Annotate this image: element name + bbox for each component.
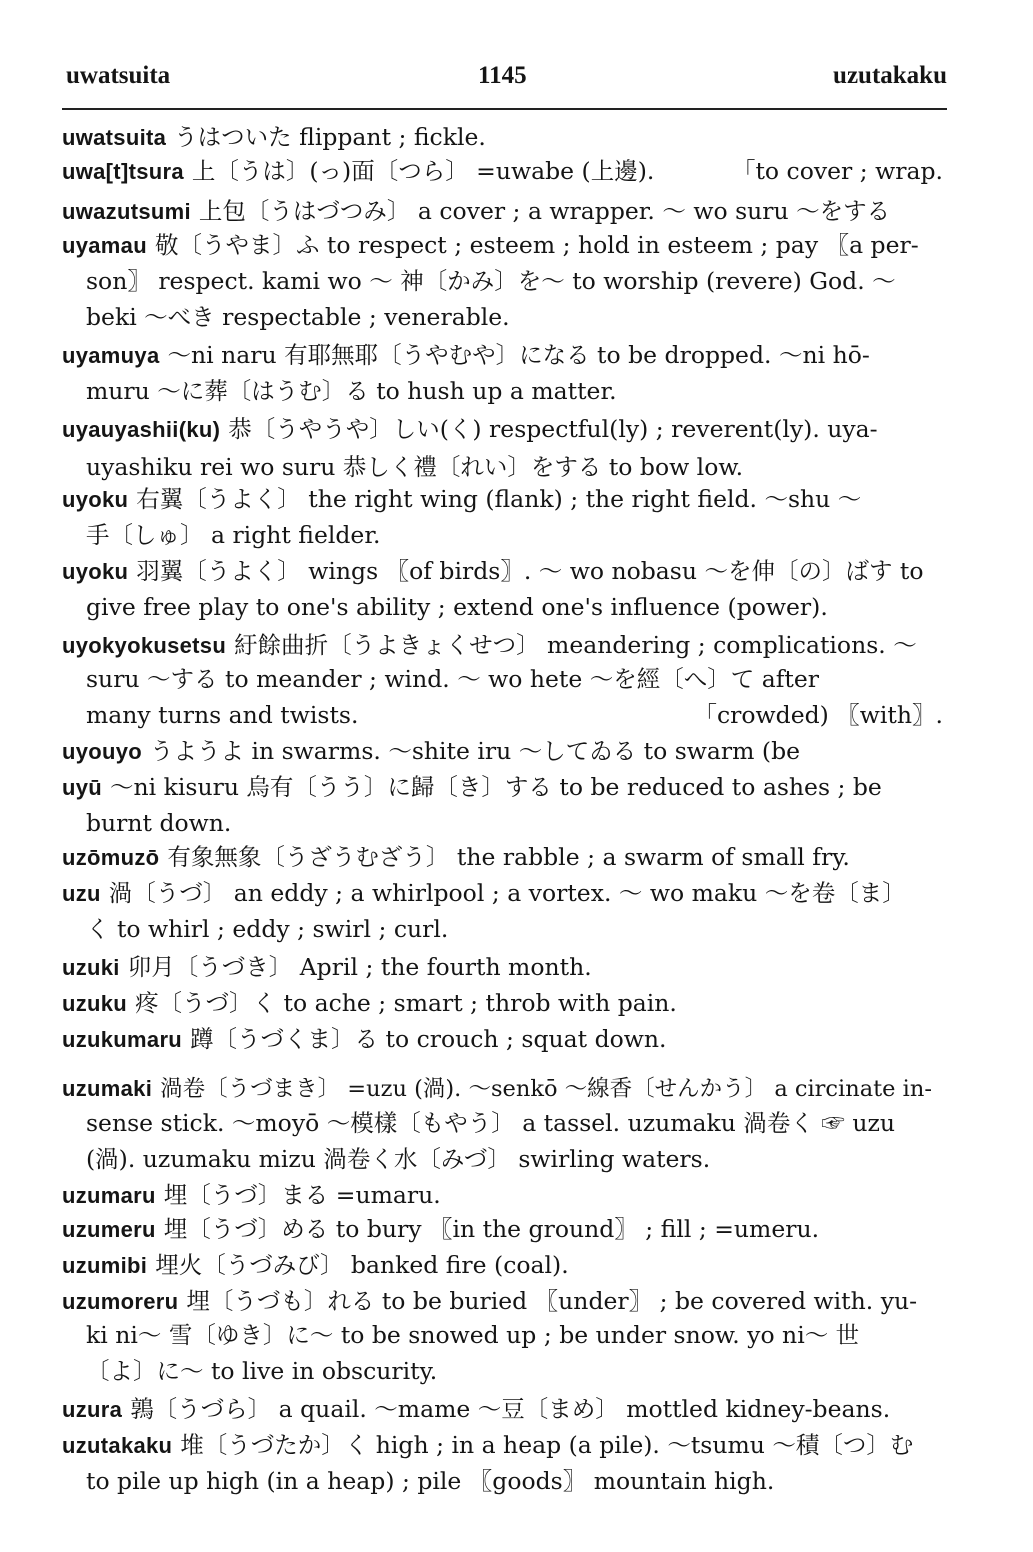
- definition-text: 埋〔うづ〕まる =umaru.: [163, 1181, 441, 1209]
- definition-text: 疼〔うづ〕く to ache ; smart ; throb with pain.: [135, 989, 677, 1017]
- entry-line: [86, 266, 896, 296]
- entry-line: [62, 772, 882, 803]
- definition-text: muru ～に葬〔はうむ〕る to hush up a matter.: [86, 377, 617, 405]
- definition-text: uyashiku rei wo suru 恭しく禮〔れい〕をする to bow low.: [86, 453, 744, 481]
- entry-line: [62, 1074, 932, 1104]
- definition-text: 手〔しゅ〕 a right fielder.: [86, 521, 381, 549]
- definition-text: many turns and twists.: [86, 701, 359, 729]
- definition-text: to pile up high (in a heap) ; pile 〖goods〗 mountain high.: [86, 1467, 775, 1495]
- headword: uzumaki: [62, 1076, 153, 1101]
- headword: uyokyokusetsu: [62, 633, 227, 658]
- headword: uzumoreru: [62, 1289, 179, 1314]
- entry-line: [86, 664, 819, 694]
- definition-text: く to whirl ; eddy ; swirl ; curl.: [86, 915, 449, 943]
- definition-text: 恭〔うやうや〕しい(く) respectful(ly) ; reverent(ly). uya-: [228, 415, 878, 443]
- entry-line: [86, 520, 380, 550]
- entry-line: [62, 1286, 917, 1317]
- headword: uzumeru: [62, 1217, 156, 1242]
- entry-line: [62, 736, 800, 767]
- entry-line: [62, 1430, 913, 1461]
- headword: uzura: [62, 1397, 123, 1422]
- definition-text: うはついた flippant ; fickle.: [174, 123, 486, 151]
- page-number: 1145: [478, 62, 527, 89]
- running-head-right: uzutakaku: [833, 62, 947, 89]
- running-head-left: uwatsuita: [66, 62, 171, 89]
- entry-line: [62, 196, 890, 227]
- headword: uyouyo: [62, 739, 143, 764]
- entry-line: [86, 1108, 895, 1138]
- headword: uwazutsumi: [62, 199, 191, 224]
- headword: uyamau: [62, 233, 147, 258]
- headword: uzumibi: [62, 1253, 148, 1278]
- definition-text: son〗 respect. kami wo ～ 神〔かみ〕を～ to worship (revere) God. ～: [86, 267, 896, 295]
- entry-line: [62, 952, 592, 983]
- headword: uzukumaru: [62, 1027, 183, 1052]
- entry-line: [86, 1466, 774, 1496]
- definition-text: 右翼〔うよく〕 the right wing (flank) ; the right field. ～shu ～: [136, 485, 862, 513]
- entry-line: [62, 1180, 441, 1211]
- entry-line: [62, 230, 919, 261]
- headword: uzumaru: [62, 1183, 156, 1208]
- headword: uyoku: [62, 487, 129, 512]
- headword: uzōmuzō: [62, 845, 160, 870]
- header-rule: [62, 108, 947, 110]
- entry-line: [62, 556, 924, 587]
- definition-text: ～ni kisuru 烏有〔うう〕に歸〔き〕する to be reduced to ashes ; be: [110, 773, 882, 801]
- headword: uzu: [62, 881, 101, 906]
- entry-line: [62, 414, 878, 445]
- headword: uzutakaku: [62, 1433, 173, 1458]
- entry-line: [62, 988, 677, 1019]
- headword: uyauyashii(ku): [62, 417, 221, 442]
- definition-text: 紆餘曲折〔うよきょくせつ〕 meandering ; complications. ～: [234, 631, 917, 659]
- headword: uzuki: [62, 955, 120, 980]
- definition-text: suru ～する to meander ; wind. ～ wo hete ～を經〔へ〕て after: [86, 665, 820, 693]
- entry-line: [62, 1214, 819, 1245]
- headword: uyū: [62, 775, 103, 800]
- entry-line: [86, 808, 231, 838]
- definition-text: sense stick. ～moyō ～模樣〔もやう〕 a tassel. uzumaku 渦卷く ☞ uzu: [86, 1109, 895, 1137]
- definition-text: 埋〔うづも〕れる to be buried 〖under〗 ; be covered with. yu-: [186, 1287, 918, 1315]
- definition-text: 埋火〔うづみび〕 banked fire (coal).: [155, 1251, 569, 1279]
- entry-line: [62, 122, 486, 153]
- entry-line: [62, 1250, 569, 1281]
- entry-line: [86, 302, 510, 332]
- entry-line: [86, 452, 743, 482]
- entry-line: [62, 878, 906, 909]
- definition-text: 渦卷〔うづまき〕 =uzu (渦). ～senkō ～線香〔せんかう〕 a circinate in-: [160, 1076, 932, 1102]
- entry-line: [86, 376, 617, 406]
- definition-text: 鶉〔うづら〕 a quail. ～mame ～豆〔まめ〕 mottled kidney-beans.: [130, 1395, 891, 1423]
- definition-text: 蹲〔うづくま〕る to crouch ; squat down.: [190, 1025, 667, 1053]
- definition-text: (渦). uzumaku mizu 渦卷く水〔みづ〕 swirling waters.: [86, 1145, 711, 1173]
- definition-text: burnt down.: [86, 809, 232, 837]
- entry-line: [62, 1394, 890, 1425]
- entry-line: [86, 1144, 710, 1174]
- headword: uwatsuita: [62, 125, 167, 150]
- definition-text: 堆〔うづたか〕く high ; in a heap (a pile). ～tsumu ～積〔つ〕む: [180, 1431, 914, 1459]
- definition-text: beki ～べき respectable ; venerable.: [86, 303, 510, 331]
- definition-text: 卯月〔うづき〕 April ; the fourth month.: [127, 953, 592, 981]
- entry-line: [86, 914, 448, 944]
- definition-text: 渦〔うづ〕 an eddy ; a whirlpool ; a vortex. ～ wo maku ～を卷〔ま〕: [108, 879, 906, 907]
- entry-line: [86, 700, 358, 730]
- entry-line: [62, 484, 861, 515]
- entry-line: [86, 1320, 859, 1350]
- definition-text: 有象無象〔うざうむざう〕 the rabble ; a swarm of small fry.: [167, 843, 850, 871]
- entry-line: [62, 1024, 667, 1055]
- definition-text: うようよ in swarms. ～shite iru ～してゐる to swarm (be: [150, 737, 801, 765]
- entry-line: [62, 630, 917, 661]
- headword: uzuku: [62, 991, 128, 1016]
- entry-line: [62, 340, 870, 371]
- line-end-carryover: 「crowded) 〖with〗.: [693, 701, 943, 729]
- definition-text: 上〔うは〕(っ)面〔つら〕 =uwabe (上邊).: [191, 157, 655, 185]
- headword: uyamuya: [62, 343, 160, 368]
- definition-text: 敬〔うやま〕ふ to respect ; esteem ; hold in esteem ; pay 〖a per-: [154, 231, 919, 259]
- definition-text: give free play to one's ability ; extend one's influence (power).: [86, 593, 828, 621]
- entry-line: [86, 1356, 437, 1386]
- entry-line: [62, 842, 850, 873]
- definition-text: 埋〔うづ〕める to bury 〖in the ground〗 ; fill ; =umeru.: [163, 1215, 820, 1243]
- definition-text: ～ni naru 有耶無耶〔うやむや〕になる to be dropped. ～ni hō-: [167, 341, 870, 369]
- definition-text: ki ni～ 雪〔ゆき〕に～ to be snowed up ; be under snow. yo ni～ 世: [86, 1321, 860, 1349]
- headword: uyoku: [62, 559, 129, 584]
- entry-line: [62, 156, 654, 187]
- headword: uwa[t]tsura: [62, 159, 184, 184]
- definition-text: 羽翼〔うよく〕 wings 〖of birds〗. ～ wo nobasu ～を伸〔の〕ばす to: [136, 557, 924, 585]
- definition-text: 上包〔うはづつみ〕 a cover ; a wrapper. ～ wo suru ～をする: [198, 197, 891, 225]
- line-end-carryover: 「to cover ; wrap.: [731, 157, 943, 185]
- definition-text: 〔よ〕に～ to live in obscurity.: [86, 1357, 438, 1385]
- entry-line: [86, 592, 828, 622]
